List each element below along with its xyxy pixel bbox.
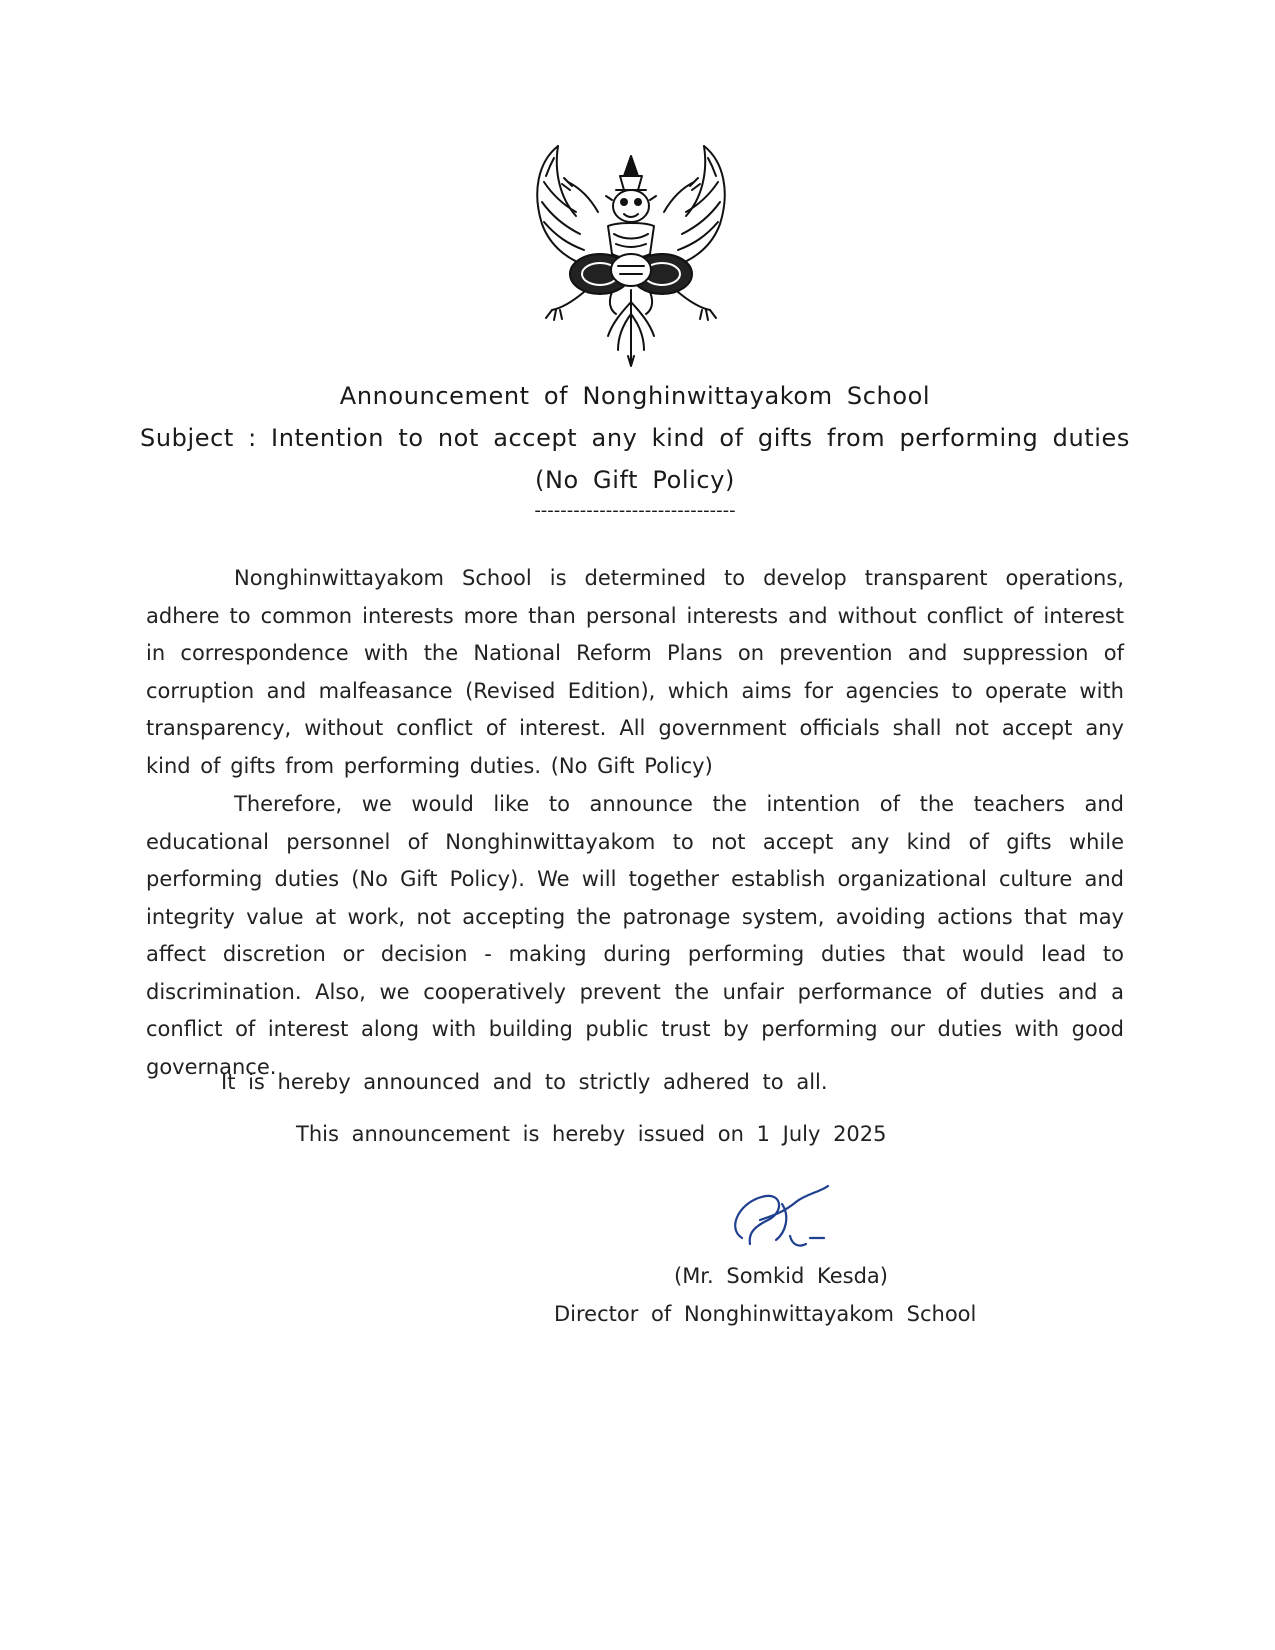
- policy-name: (No Gift Policy): [535, 466, 735, 494]
- garuda-emblem-icon: [528, 142, 734, 368]
- director-name: (Mr. Somkid Kesda): [674, 1264, 888, 1288]
- body-paragraph-2: Therefore, we would like to announce the intention of the teachers and educational personnel of Nonghinwittayakom to not accept any kind of gifts while performing duties (No Gift Policy). We will together establish organizational culture and integrity value at work, not accepting the patronage system, avoiding actions that may affect discretion or decision - making during performing duties that would lead to discrimination. Also, we cooperatively prevent the unfair performance of duties and a conflict of interest along with building public trust by performing our duties with good governance.: [146, 792, 1124, 1079]
- issue-date-line: This announcement is hereby issued on 1 July 2025: [296, 1122, 887, 1146]
- announcement-subject: Subject : Intention to not accept any kind of gifts from performing duties: [140, 424, 1130, 452]
- announcement-closing: It is hereby announced and to strictly adhered to all.: [221, 1070, 828, 1094]
- director-position: Director of Nonghinwittayakom School: [554, 1302, 977, 1326]
- body-paragraph-1: Nonghinwittayakom School is determined to develop transparent operations, adhere to common interests more than personal interests and without conflict of interest in correspondence with the National Reform Plans on prevention and suppression of corruption and malfeasance (Revised Edition), which aims for agencies to operate with transparency, without conflict of interest. All government officials shall not accept any kind of gifts from performing duties. (No Gift Policy): [146, 566, 1124, 778]
- announcement-title: Announcement of Nonghinwittayakom School: [339, 382, 931, 410]
- title-divider: -------------------------------: [534, 500, 736, 521]
- director-signature: [720, 1182, 832, 1254]
